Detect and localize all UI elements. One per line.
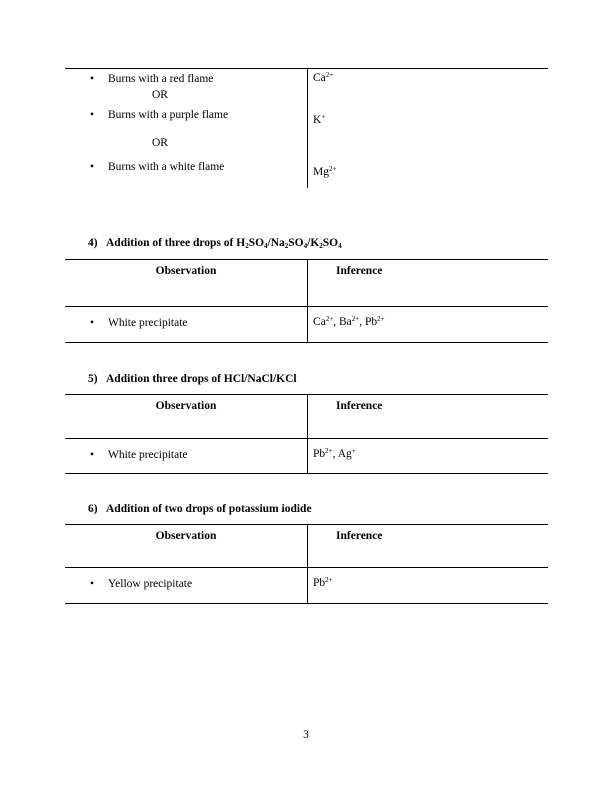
observation-text: White precipitate: [108, 317, 188, 329]
table-row: [65, 439, 548, 473]
table-header-row: [65, 395, 548, 439]
bullet-icon: •: [90, 449, 95, 461]
observation-item: [65, 72, 307, 86]
inference-cell: $Ca^{2+}$, $Ba^{2+}$, $Pb^{2+}$: [307, 307, 548, 342]
section-number: 6): [88, 503, 98, 515]
bullet-icon: •: [90, 317, 95, 329]
inference-value: K+: [313, 113, 326, 126]
observation-cell: [65, 439, 307, 473]
inference-cell: $Pb^{2+}$, Ag+: [307, 439, 548, 473]
page-number: 3: [303, 729, 309, 741]
observation-text: Burns with a white flame: [108, 161, 225, 173]
inference-value: $Ca^{2+}$: [313, 71, 334, 84]
observation-inference-table-5: [65, 394, 548, 474]
flame-observations-column: [65, 69, 307, 188]
observation-text: White precipitate: [108, 449, 188, 461]
inference-header: Inference: [307, 260, 548, 306]
table-header-row: [65, 525, 548, 568]
or-label: OR: [152, 89, 168, 101]
observation-inference-table-4: [65, 259, 548, 343]
flame-test-table: [65, 68, 548, 188]
section-title: Addition of two drops of potassium iodide: [106, 503, 312, 515]
observation-item: [65, 108, 307, 122]
bullet-icon: •: [90, 73, 95, 85]
section-heading-4: [88, 236, 342, 250]
section-title: Addition three drops of HCl/NaCl/KCl: [106, 373, 297, 385]
section-title: Addition of three drops of $H_2SO_4/Na_2SO_4/K_2SO_4$: [106, 237, 342, 250]
observation-cell: [65, 568, 307, 603]
inference-cell: $Pb^{2+}$: [307, 568, 548, 603]
inference-value: $Mg^{2+}$: [313, 165, 337, 178]
observation-header: Observation: [155, 400, 217, 412]
observation-inference-table-6: [65, 524, 548, 604]
observation-item: [65, 160, 307, 174]
observation-header: Observation: [155, 265, 217, 277]
observation-header: Observation: [155, 530, 217, 542]
inference-header: Inference: [307, 395, 548, 438]
bullet-icon: •: [90, 578, 95, 590]
section-number: 4): [88, 237, 98, 249]
section-heading-5: [88, 372, 297, 386]
table-row: [65, 307, 548, 342]
bullet-icon: •: [90, 161, 95, 173]
table-row: [65, 568, 548, 603]
inference-header: Inference: [307, 525, 548, 567]
table-header-row: [65, 260, 548, 307]
observation-text: Burns with a purple flame: [108, 109, 229, 121]
observation-text: Yellow precipitate: [108, 578, 193, 590]
flame-inferences-column: [307, 69, 548, 188]
section-number: 5): [88, 373, 98, 385]
section-heading-6: [88, 502, 312, 516]
observation-cell: [65, 307, 307, 342]
or-label: OR: [152, 137, 168, 149]
bullet-icon: •: [90, 109, 95, 121]
observation-text: Burns with a red flame: [108, 73, 214, 85]
